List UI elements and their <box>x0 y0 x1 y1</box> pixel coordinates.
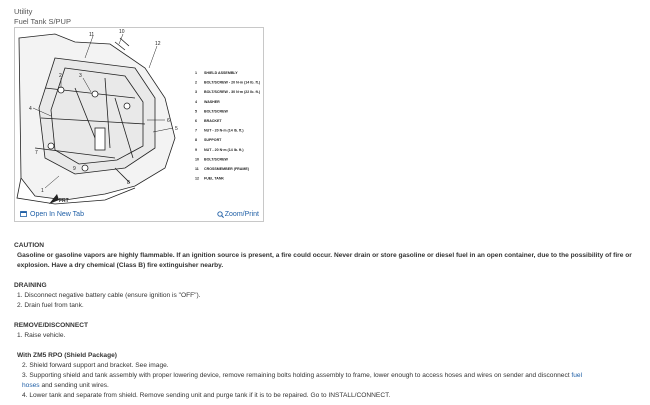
caution-title: CAUTION <box>14 242 45 249</box>
callout-number: 3 <box>79 73 82 79</box>
legend-number: 8 <box>195 138 197 143</box>
shield-step <box>14 371 634 391</box>
callout-number: 10 <box>119 29 125 35</box>
legend-text: WASHER <box>204 99 220 104</box>
callout-number: 5 <box>175 126 178 132</box>
figure-toolbar <box>15 208 263 221</box>
legend-text: CROSSMEMBER (FRAME) <box>204 167 249 171</box>
callout-number: 9 <box>73 166 76 172</box>
callout-number: 7 <box>35 150 38 156</box>
open-in-new-tab-link[interactable] <box>20 208 84 221</box>
front-label: FRT <box>59 198 69 204</box>
caution-text: Gasoline or gasoline vapors are highly flammable. If an ignition source is present, a fire could occur. Never drain or store gasoline or diesel fuel in an open container, due to the possibility of fire or explosion. Have a dry chemical (Class B) fire extinguisher nearby. <box>17 252 632 269</box>
draining-step: 1. Disconnect negative battery cable (ensure ignition is "OFF"). <box>17 292 201 299</box>
legend-number: 10 <box>195 157 199 162</box>
legend-number: 5 <box>195 109 197 114</box>
legend-text: BOLT/SCREW - 20 N·m (14 lb. ft.) <box>204 80 261 85</box>
new-tab-icon <box>20 211 27 217</box>
callout-number: 11 <box>89 32 95 38</box>
fuel-link[interactable]: fuel <box>571 372 583 379</box>
legend-text: BOLT/SCREW - 30 N·m (22 lb. ft.) <box>204 90 261 95</box>
legend-number: 1 <box>195 71 197 75</box>
callout-number: 8 <box>127 180 130 186</box>
legend-text: SUPPORT <box>204 138 222 143</box>
legend-number: 3 <box>195 90 197 95</box>
shield-step: 4. Lower tank and separate from shield. Remove sending unit and purge tank if it is to be repaired. Go to INSTALL/CONNECT. <box>22 392 391 399</box>
category-label: Utility <box>14 7 33 16</box>
open-in-new-tab-label: Open In New Tab <box>30 211 84 218</box>
legend-text: SHIELD ASSEMBLY <box>204 71 238 75</box>
remove-title: REMOVE/DISCONNECT <box>14 322 89 329</box>
legend-number: 11 <box>195 167 199 171</box>
shield-step-text: 3. Supporting shield and tank assembly with proper lowering device, remove remaining bolts holding assembly to frame, lower enough to access hoses and wires on sender and disconnect <box>22 372 572 379</box>
draining-step: 2. Drain fuel from tank. <box>17 302 84 309</box>
callout-number: 1 <box>41 188 44 194</box>
legend-number: 2 <box>195 80 197 85</box>
shield-step: 2. Shield forward support and bracket. See image. <box>22 362 169 369</box>
magnifier-icon <box>217 211 224 218</box>
callout-number: 2 <box>59 73 62 79</box>
legend-number: 7 <box>195 128 197 133</box>
legend-text: NUT - 20 N·m (14 lb. ft.) <box>204 128 244 133</box>
shield-step-text: and sending unit wires. <box>39 382 109 389</box>
legend-text: BRACKET <box>204 119 222 123</box>
remove-step: 1. Raise vehicle. <box>17 332 66 339</box>
page-title: Fuel Tank S/PUP <box>14 17 71 26</box>
legend-text: BOLT/SCREW <box>204 157 228 162</box>
draining-title: DRAINING <box>14 282 47 289</box>
legend-number: 6 <box>195 119 197 123</box>
legend-text: NUT - 20 N·m (14 lb. ft.) <box>204 147 244 152</box>
breadcrumb <box>14 7 71 27</box>
zoom-print-link[interactable] <box>217 208 259 221</box>
legend-text: BOLT/SCREW <box>204 109 228 114</box>
legend-number: 4 <box>195 99 197 104</box>
figure-panel <box>14 27 264 222</box>
procedure-text <box>14 241 634 401</box>
callout-number: 4 <box>29 106 32 112</box>
zoom-print-label: Zoom/Print <box>224 211 259 218</box>
hoses-link[interactable]: hoses <box>22 382 40 389</box>
legend-number: 9 <box>195 147 197 152</box>
shield-package-title: With ZM5 RPO (Shield Package) <box>17 352 117 359</box>
legend-number: 12 <box>195 176 199 181</box>
fuel-tank-diagram <box>15 28 263 208</box>
legend-text: FUEL TANK <box>204 176 225 181</box>
callout-number: 6 <box>167 118 170 124</box>
callout-number: 12 <box>155 41 161 47</box>
